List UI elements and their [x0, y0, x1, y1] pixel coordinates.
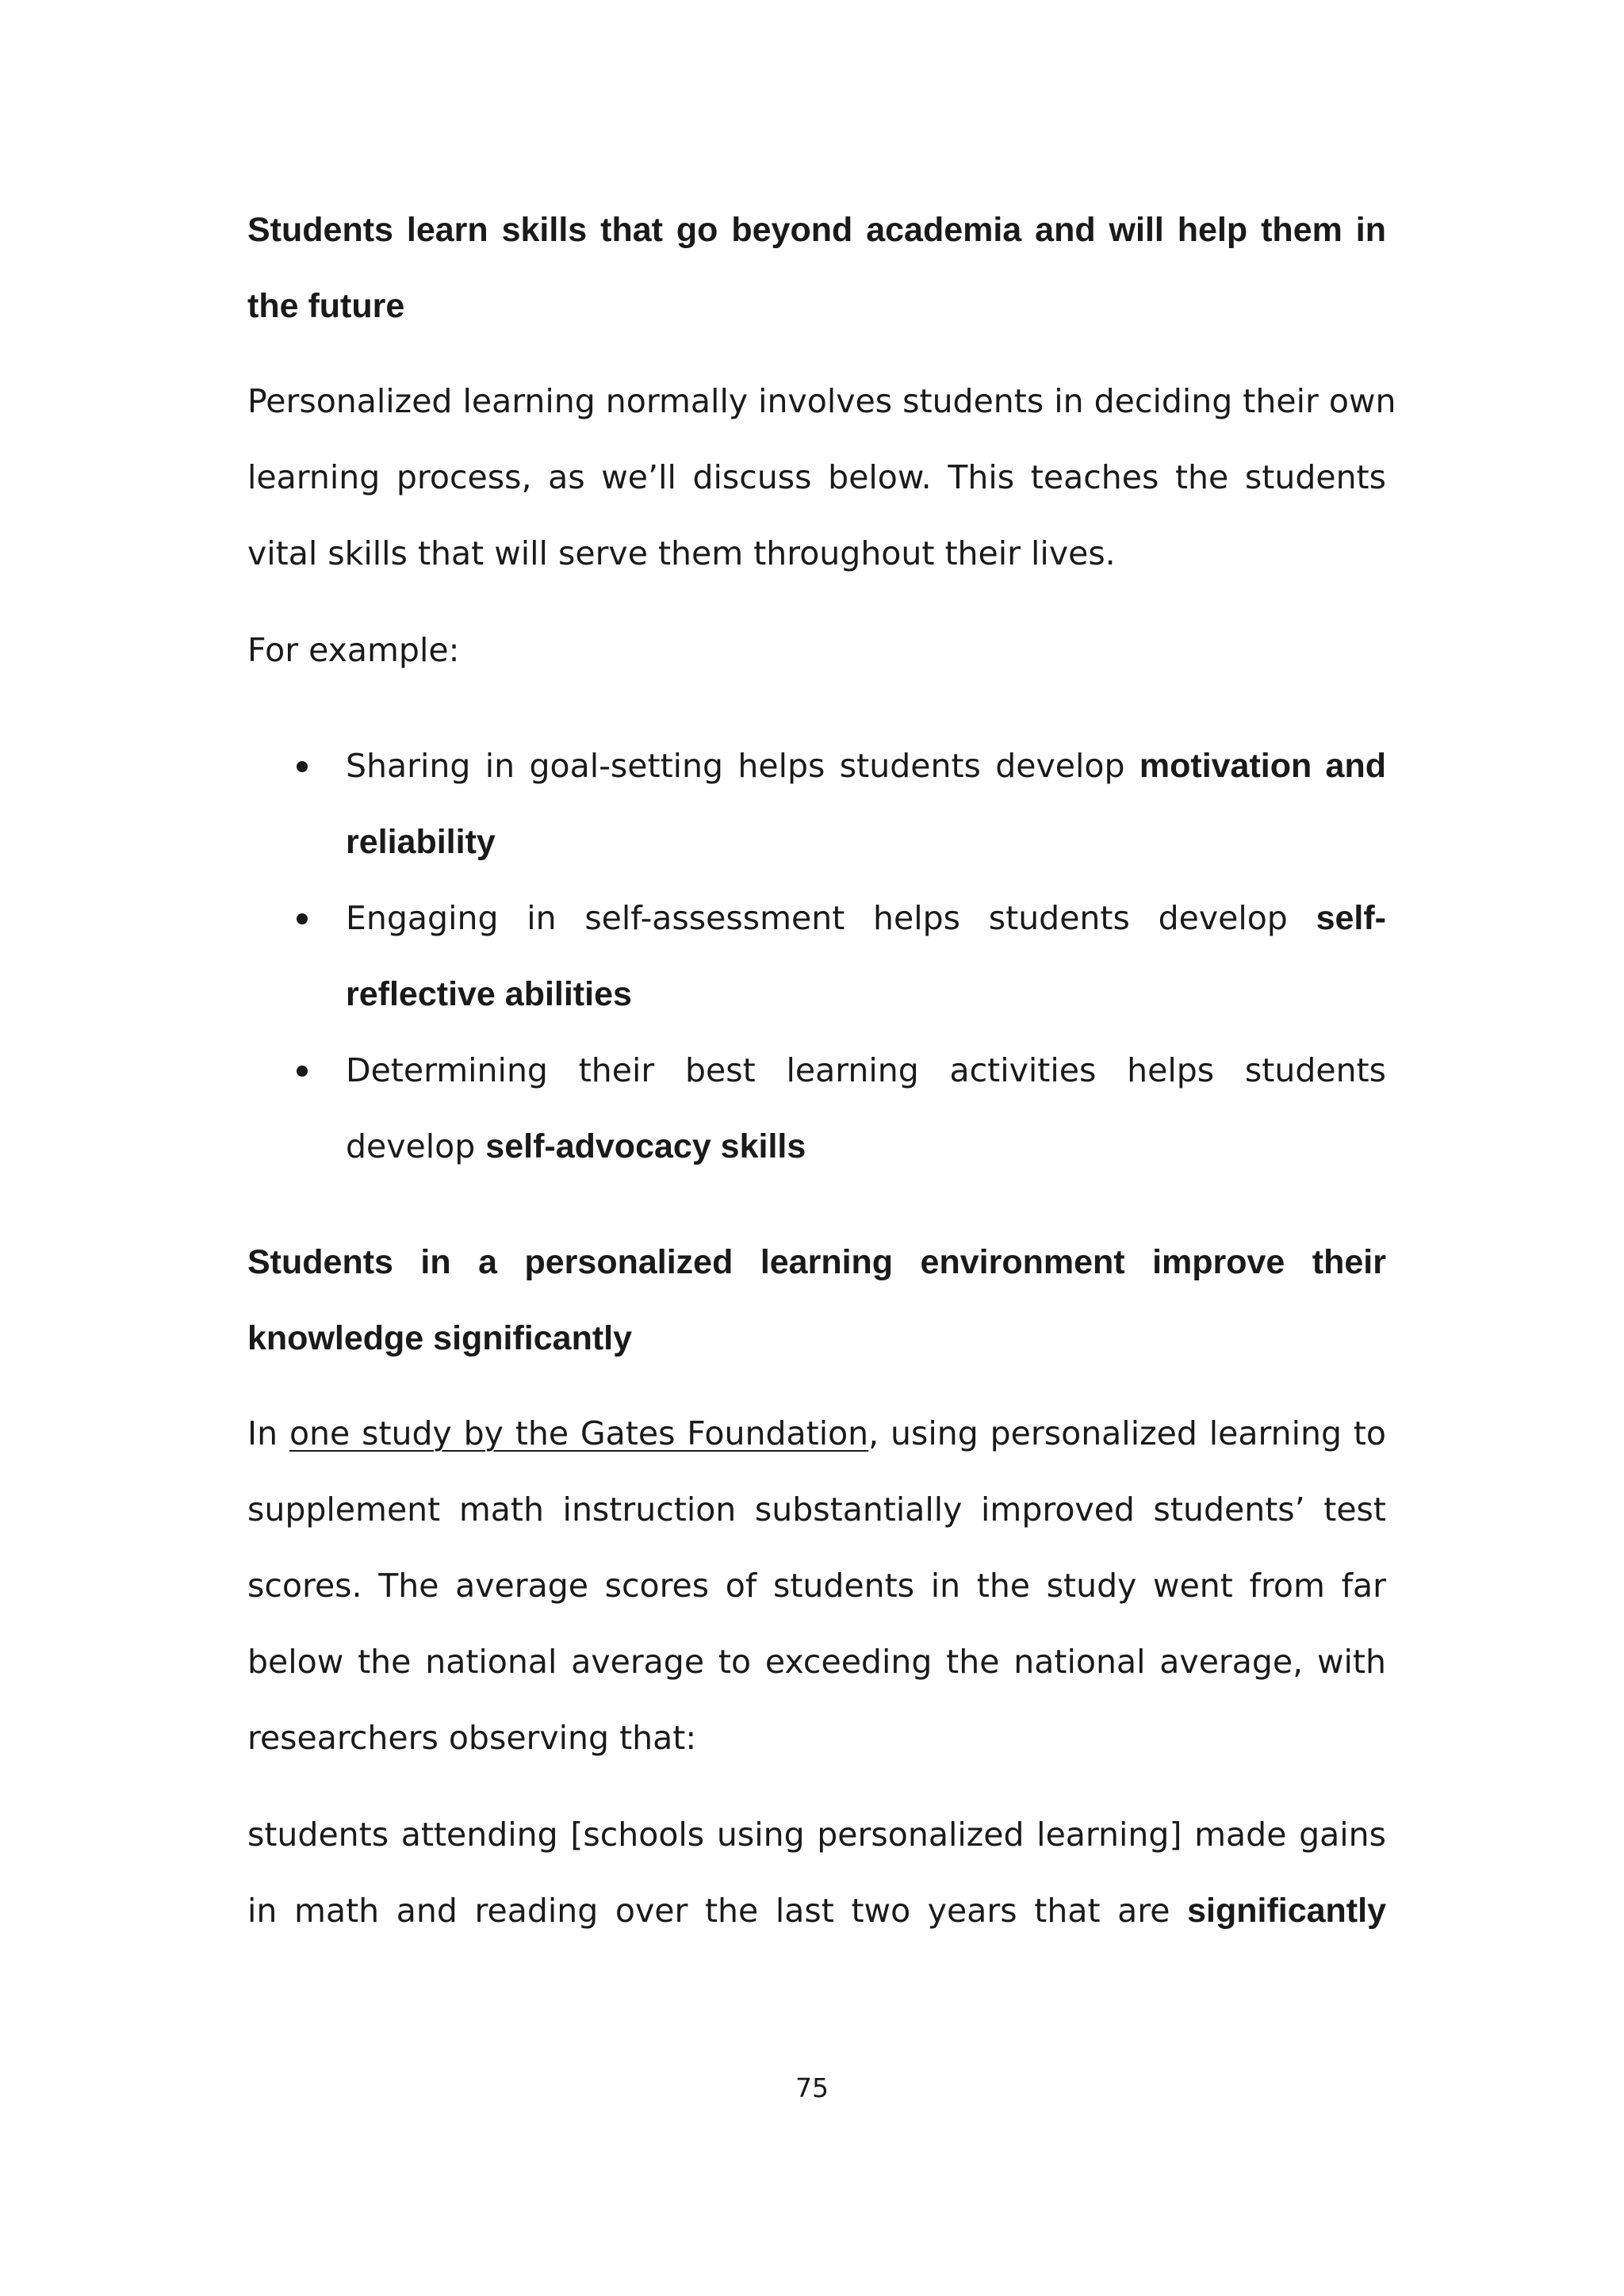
section-heading: Students learn skills that go beyond academia and will help them in: [247, 211, 1386, 249]
bullet-text: Sharing in goal-setting helps students develop: [346, 747, 1125, 785]
bullet-bold-text: reflective abilities: [346, 975, 632, 1013]
paragraph-text: , using personalized learning to: [868, 1414, 1386, 1452]
document-page: [247, 0, 1396, 2296]
section-heading-continued: knowledge significantly: [247, 1319, 633, 1357]
bullet-item-line: [346, 894, 1386, 942]
example-intro: For example:: [247, 631, 460, 669]
bullet-item-line: Determining their best learning activities helps students: [346, 1051, 1386, 1089]
bullet-bold-text: reliability: [346, 823, 496, 861]
bullet-icon: [297, 761, 308, 772]
bullet-text: develop: [346, 1127, 476, 1165]
page-number: 75: [795, 2072, 829, 2103]
bullet-icon: [297, 1066, 308, 1077]
bullet-item-line-continued: [346, 970, 1386, 1018]
bullet-bold-text: self-: [1316, 899, 1386, 937]
paragraph-line: scores. The average scores of students in the study went from far: [247, 1567, 1386, 1605]
paragraph-line: Personalized learning normally involves students in deciding their own: [247, 382, 1396, 420]
bullet-item-line-continued: [346, 818, 1386, 866]
bullet-item-line-continued: [346, 1123, 1386, 1170]
bullet-item-line: [346, 742, 1386, 790]
quote-line: [247, 1887, 1386, 1934]
paragraph-line: learning process, as we’ll discuss below. This teaches the students: [247, 458, 1386, 496]
quote-line: students attending [schools using personalized learning] made gains: [247, 1816, 1386, 1854]
bullet-bold-text: self-advocacy skills: [485, 1127, 806, 1165]
paragraph-line: below the national average to exceeding the national average, with: [247, 1643, 1386, 1681]
quote-text: in math and reading over the last two years that are: [247, 1892, 1170, 1930]
quote-bold-text: significantly: [1187, 1892, 1386, 1930]
section-heading: Students in a personalized learning environment improve their: [247, 1243, 1386, 1281]
paragraph-line: vital skills that will serve them throughout their lives.: [247, 534, 1116, 572]
paragraph-line: researchers observing that:: [247, 1719, 697, 1757]
section-heading-continued: the future: [247, 287, 405, 325]
paragraph-line: supplement math instruction substantially improved students’ test: [247, 1490, 1386, 1529]
paragraph-line: [247, 1410, 1386, 1457]
bullet-bold-text: motivation and: [1139, 747, 1386, 785]
gates-study-link[interactable]: one study by the Gates Foundation: [289, 1414, 869, 1452]
bullet-text: Engaging in self-assessment helps students develop: [346, 899, 1288, 937]
paragraph-prefix: In: [247, 1414, 278, 1452]
bullet-icon: [297, 913, 308, 924]
